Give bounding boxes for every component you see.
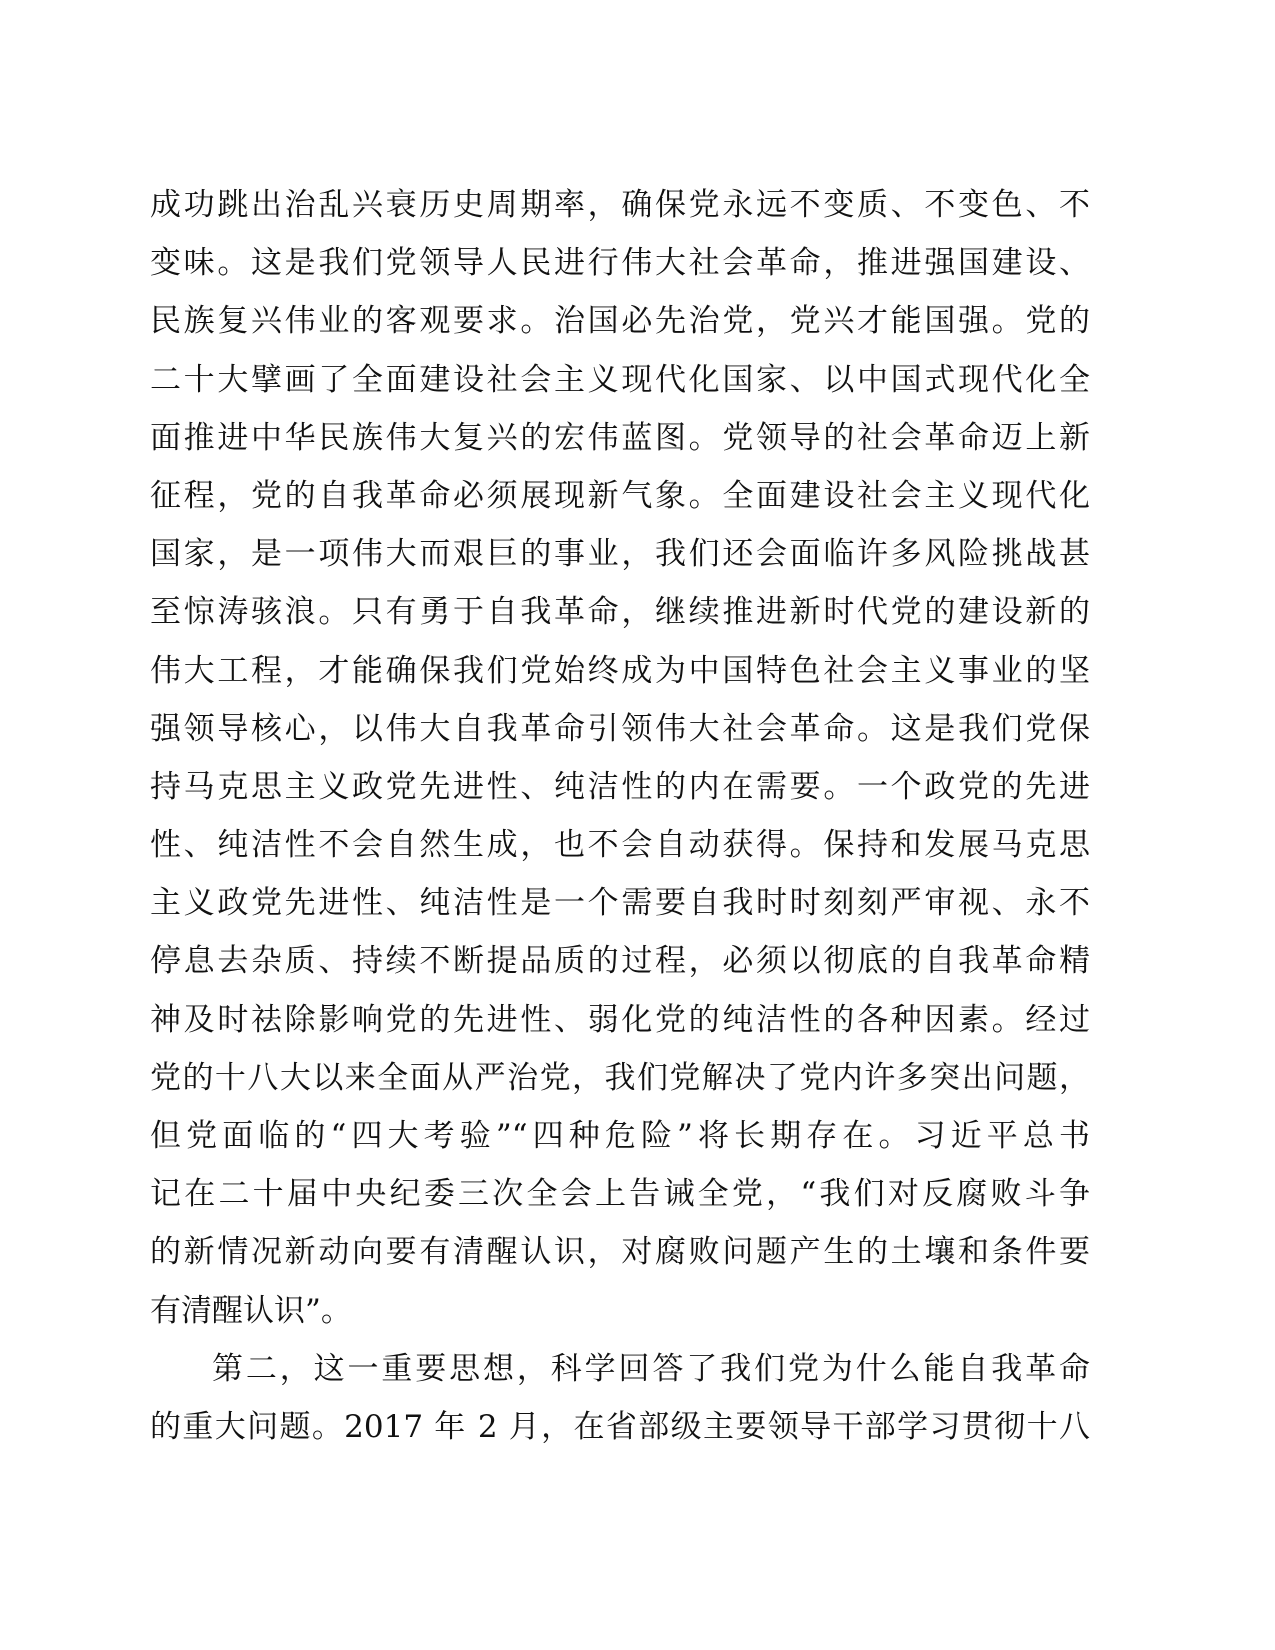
text-line: 有清醒认识”。 [150, 1292, 352, 1329]
text-line: 性、纯洁性不会自然生成，也不会自动获得。保持和发展马克思 [150, 827, 1090, 864]
text-line: 记在二十届中央纪委三次全会上告诫全党，“我们对反腐败斗争 [150, 1176, 1090, 1213]
text-line: 但党面临的“四大考验”“四种危险”将长期存在。习近平总书 [150, 1118, 1090, 1154]
text-line: 伟大工程，才能确保我们党始终成为中国特色社会主义事业的坚 [150, 652, 1090, 689]
text-line: 停息去杂质、持续不断提品质的过程，必须以彻底的自我革命精 [150, 943, 1090, 980]
text-line: 成功跳出治乱兴衰历史周期率，确保党永远不变质、不变色、不 [150, 187, 1090, 223]
text-line: 二十大擘画了全面建设社会主义现代化国家、以中国式现代化全 [150, 361, 1090, 398]
text-line: 神及时祛除影响党的先进性、弱化党的纯洁性的各种因素。经过 [150, 1001, 1090, 1038]
text-line: 国家，是一项伟大而艰巨的事业，我们还会面临许多风险挑战甚 [150, 536, 1090, 573]
paragraph-1 [150, 176, 1090, 1340]
text-line: 面推进中华民族伟大复兴的宏伟蓝图。党领导的社会革命迈上新 [150, 419, 1090, 456]
text-line: 征程，党的自我革命必须展现新气象。全面建设社会主义现代化 [150, 477, 1090, 514]
document-body [150, 176, 1090, 1456]
text-line: 第二，这一重要思想，科学回答了我们党为什么能自我革命 [212, 1350, 1090, 1387]
text-line: 变味。这是我们党领导人民进行伟大社会革命，推进强国建设、 [150, 245, 1090, 282]
paragraph-2 [150, 1340, 1090, 1456]
text-line: 主义政党先进性、纯洁性是一个需要自我时时刻刻严审视、永不 [150, 885, 1090, 922]
text-line: 强领导核心，以伟大自我革命引领伟大社会革命。这是我们党保 [150, 710, 1090, 747]
text-line: 民族复兴伟业的客观要求。治国必先治党，党兴才能国强。党的 [150, 303, 1090, 340]
text-line: 至惊涛骇浪。只有勇于自我革命，继续推进新时代党的建设新的 [150, 594, 1090, 631]
text-line: 持马克思主义政党先进性、纯洁性的内在需要。一个政党的先进 [150, 768, 1090, 805]
text-line: 党的十八大以来全面从严治党，我们党解决了党内许多突出问题， [150, 1059, 1090, 1096]
text-line: 的新情况新动向要有清醒认识，对腐败问题产生的土壤和条件要 [150, 1234, 1090, 1271]
text-line: 的重大问题。2017 年 2 月，在省部级主要领导干部学习贯彻十八 [150, 1408, 1090, 1445]
